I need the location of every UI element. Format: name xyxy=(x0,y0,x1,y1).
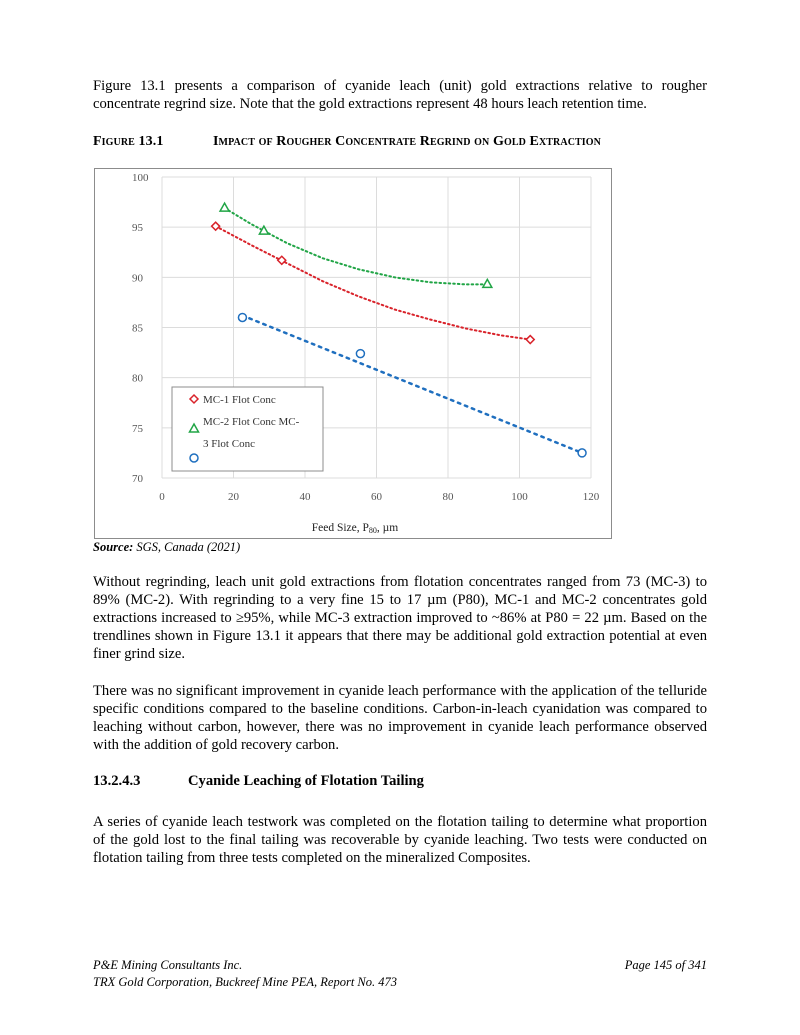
figure-number: Figure 13.1 xyxy=(93,134,164,149)
figure-source xyxy=(93,540,240,555)
footer-line-1 xyxy=(93,958,707,973)
footer-report: TRX Gold Corporation, Buckreef Mine PEA, Report No. 473 xyxy=(93,975,398,989)
x-tick-label: 120 xyxy=(582,491,600,503)
results-paragraph: Without regrinding, leach unit gold extractions from flotation concentrates ranged from 73 (MC-3) to 89% (MC-2). With regrinding to a very fine 15 to 17 µm (P80), MC-1 and MC-2 concentrates gold extractions increased to ≥95%, while MC-3 extraction improved to ~86% at P80 = 22 µm. Based on the trendlines shown in Figure 13.1 it appears that there may be additional gold extraction potential at even finer grind size. xyxy=(93,574,707,662)
x-tick-label: 80 xyxy=(442,491,454,503)
chart-legend xyxy=(172,387,323,471)
x-axis-label xyxy=(312,522,399,535)
intro-paragraph: Figure 13.1 presents a comparison of cyanide leach (unit) gold extractions relative to rougher concentrate regrind size. Note that the gold extractions represent 48 hours leach retention time. xyxy=(93,78,707,112)
x-tick-label: 0 xyxy=(159,491,165,503)
conditions-paragraph: There was no significant improvement in cyanide leach performance with the application of the telluride specific conditions compared to the baseline conditions. Carbon-in-leach cyanidation was compared to leaching without carbon, however, there was no improvement in cyanide leach performance observed with the addition of gold recovery carbon. xyxy=(93,683,707,753)
y-tick-label: 85 xyxy=(132,322,143,335)
legend-label-mc2: MC-2 Flot Conc MC- xyxy=(203,416,300,428)
data-point-circle xyxy=(578,449,586,457)
x-tick-label: 20 xyxy=(228,491,239,503)
y-tick-label: 90 xyxy=(132,272,143,285)
data-point-circle xyxy=(356,350,364,358)
data-point-circle xyxy=(238,313,246,321)
legend-label-mc3: 3 Flot Conc xyxy=(203,438,255,450)
section-title: Cyanide Leaching of Flotation Tailing xyxy=(188,773,424,789)
x-axis-label-main: Feed Size, P xyxy=(311,522,369,534)
footer-line-2 xyxy=(93,975,707,990)
footer-page-number: Page 145 of 341 xyxy=(624,958,707,972)
x-tick-label: 60 xyxy=(371,491,382,503)
y-tick-label: 95 xyxy=(132,222,143,235)
source-text: SGS, Canada (2021) xyxy=(136,540,241,554)
data-point-diamond xyxy=(526,336,534,344)
footer-company: P&E Mining Consultants Inc. xyxy=(93,958,243,972)
chart-y-tick-labels xyxy=(132,172,149,485)
trendline-1 xyxy=(216,226,531,339)
source-label: Source: xyxy=(93,540,134,554)
x-tick-label: 100 xyxy=(511,491,528,503)
x-axis-label-unit: , µm xyxy=(376,522,399,534)
x-tick-label: 40 xyxy=(299,491,311,503)
gold-extraction-chart xyxy=(95,169,611,538)
x-axis-label-sub: 80 xyxy=(368,526,377,535)
section-heading xyxy=(93,773,424,790)
y-tick-label: 70 xyxy=(132,473,143,485)
figure-title xyxy=(93,134,733,150)
data-point-triangle xyxy=(220,203,229,211)
legend-label-mc1: MC-1 Flot Conc xyxy=(203,394,276,406)
data-point-triangle xyxy=(483,279,492,287)
chart-frame xyxy=(94,168,612,539)
figure-caption: Impact of Rougher Concentrate Regrind on Gold Extraction xyxy=(213,134,601,149)
tailing-paragraph: A series of cyanide leach testwork was completed on the flotation tailing to determine what proportion of the gold lost to the final tailing was recoverable by cyanide leaching. Two tests were conducted on flotation tailing from three tests completed on the mineralized Composites. xyxy=(93,814,707,866)
chart-x-tick-labels xyxy=(159,491,600,503)
y-tick-label: 80 xyxy=(132,372,143,385)
y-tick-label: 75 xyxy=(132,422,143,435)
y-tick-label: 100 xyxy=(132,172,149,184)
data-point-diamond xyxy=(212,222,220,230)
section-number: 13.2.4.3 xyxy=(93,773,141,789)
